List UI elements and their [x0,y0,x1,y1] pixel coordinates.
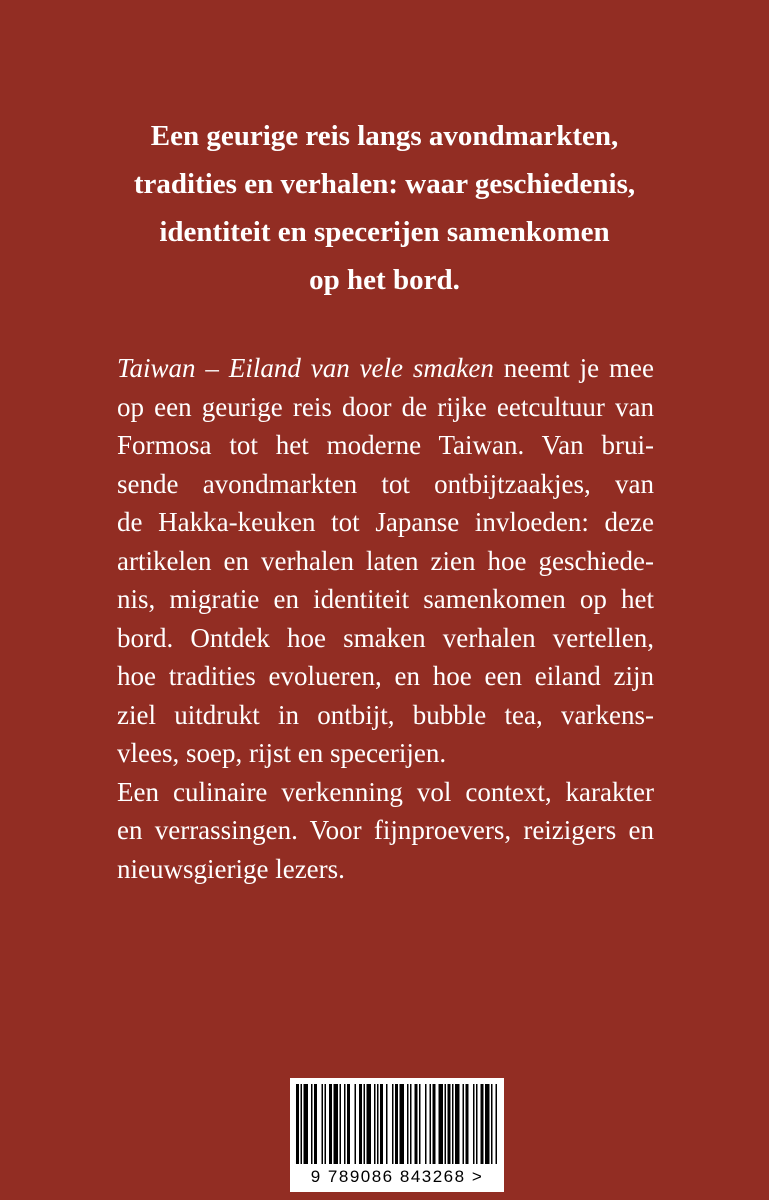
description-line: vlees, soep, rijst en specerijen. [117,738,447,768]
tagline-line: Een geurige reis langs avondmarkten, [150,120,619,152]
barcode-bar [496,1084,498,1164]
barcode-bar [355,1084,357,1164]
barcode-bar [322,1084,324,1164]
barcode-bar [430,1084,432,1164]
barcode-bar [445,1084,447,1164]
tagline-line: tradities en verhalen: waar geschiedenis, [133,168,636,200]
description-line: op een geurige reis door de rijke eetcultuur van [117,391,654,422]
description-line: artikelen en verhalen laten zien hoe geschiede- [117,545,654,576]
barcode-bar [473,1084,475,1164]
description-line: Formosa tot het moderne Taiwan. Van brui- [117,430,654,460]
closing-line: nieuwsgierige lezers. [117,853,345,884]
barcode-bar [466,1084,469,1164]
barcode-bar [386,1084,388,1164]
barcode-bar [340,1084,342,1164]
description-line: bord. Ontdek hoe smaken verhalen vertellen, [117,622,654,653]
barcode-bar [481,1084,484,1164]
barcode-bar [311,1084,313,1164]
barcode-bar [301,1084,303,1164]
barcode-bar [334,1084,339,1164]
description-line: de Hakka-keuken tot Japanse invloeden: deze [117,507,654,537]
barcode-bar [374,1084,376,1164]
barcode-bar [392,1084,394,1164]
barcode-bar [452,1084,454,1164]
barcode-bar [415,1084,418,1164]
barcode-bar [347,1084,350,1164]
barcode-bar [455,1084,460,1164]
isbn-barcode [290,1078,504,1192]
barcode-bar [367,1084,372,1164]
tagline-line: op het bord. [309,264,460,296]
description-line: sende avondmarkten tot ontbijtzaakjes, van [117,468,654,499]
barcode-bar [485,1084,490,1164]
description-line: ziel uitdrukt in ontbijt, bubble tea, varkens- [117,699,654,730]
closing-line: en verrassingen. Voor fijnproevers, reizigers en [117,815,654,845]
barcode-bar [448,1084,451,1164]
barcode-bar [304,1084,309,1164]
description-line [117,349,654,388]
isbn-number: 9 789086 843268 > [310,1167,484,1186]
description-line-rest: neemt je mee [493,353,654,383]
barcode-bar [395,1084,398,1164]
barcode-bar [314,1084,317,1164]
barcode-bar [329,1084,332,1164]
barcode-bar [439,1084,444,1164]
barcode-bar [491,1084,493,1164]
tagline [100,112,669,304]
barcode-bar [407,1084,409,1164]
barcode-bar [377,1084,379,1164]
book-title: Taiwan – Eiland van vele smaken [117,353,494,383]
barcode-bar [410,1084,412,1164]
barcode-bar [425,1084,427,1164]
tagline-line: identiteit en specerijen samenkomen [159,216,610,248]
barcode-bar [325,1084,327,1164]
description-line: nis, migratie en identiteit samenkomen op het [117,584,654,614]
barcode-bar [433,1084,436,1164]
barcode-bar [296,1084,299,1164]
barcode-bar [344,1084,346,1164]
barcode-bar [463,1084,465,1164]
barcode-icon [296,1084,498,1164]
barcode-bar [419,1084,421,1164]
barcode-bar [359,1084,362,1164]
book-description [117,349,654,888]
description-line: hoe tradities evolueren, en hoe een eiland zijn [117,661,654,691]
barcode-bar [476,1084,478,1164]
closing-line: Een culinaire verkenning vol context, karakter [117,776,654,807]
barcode-bar [400,1084,405,1164]
barcode-bar [380,1084,383,1164]
barcode-bar [364,1084,366,1164]
